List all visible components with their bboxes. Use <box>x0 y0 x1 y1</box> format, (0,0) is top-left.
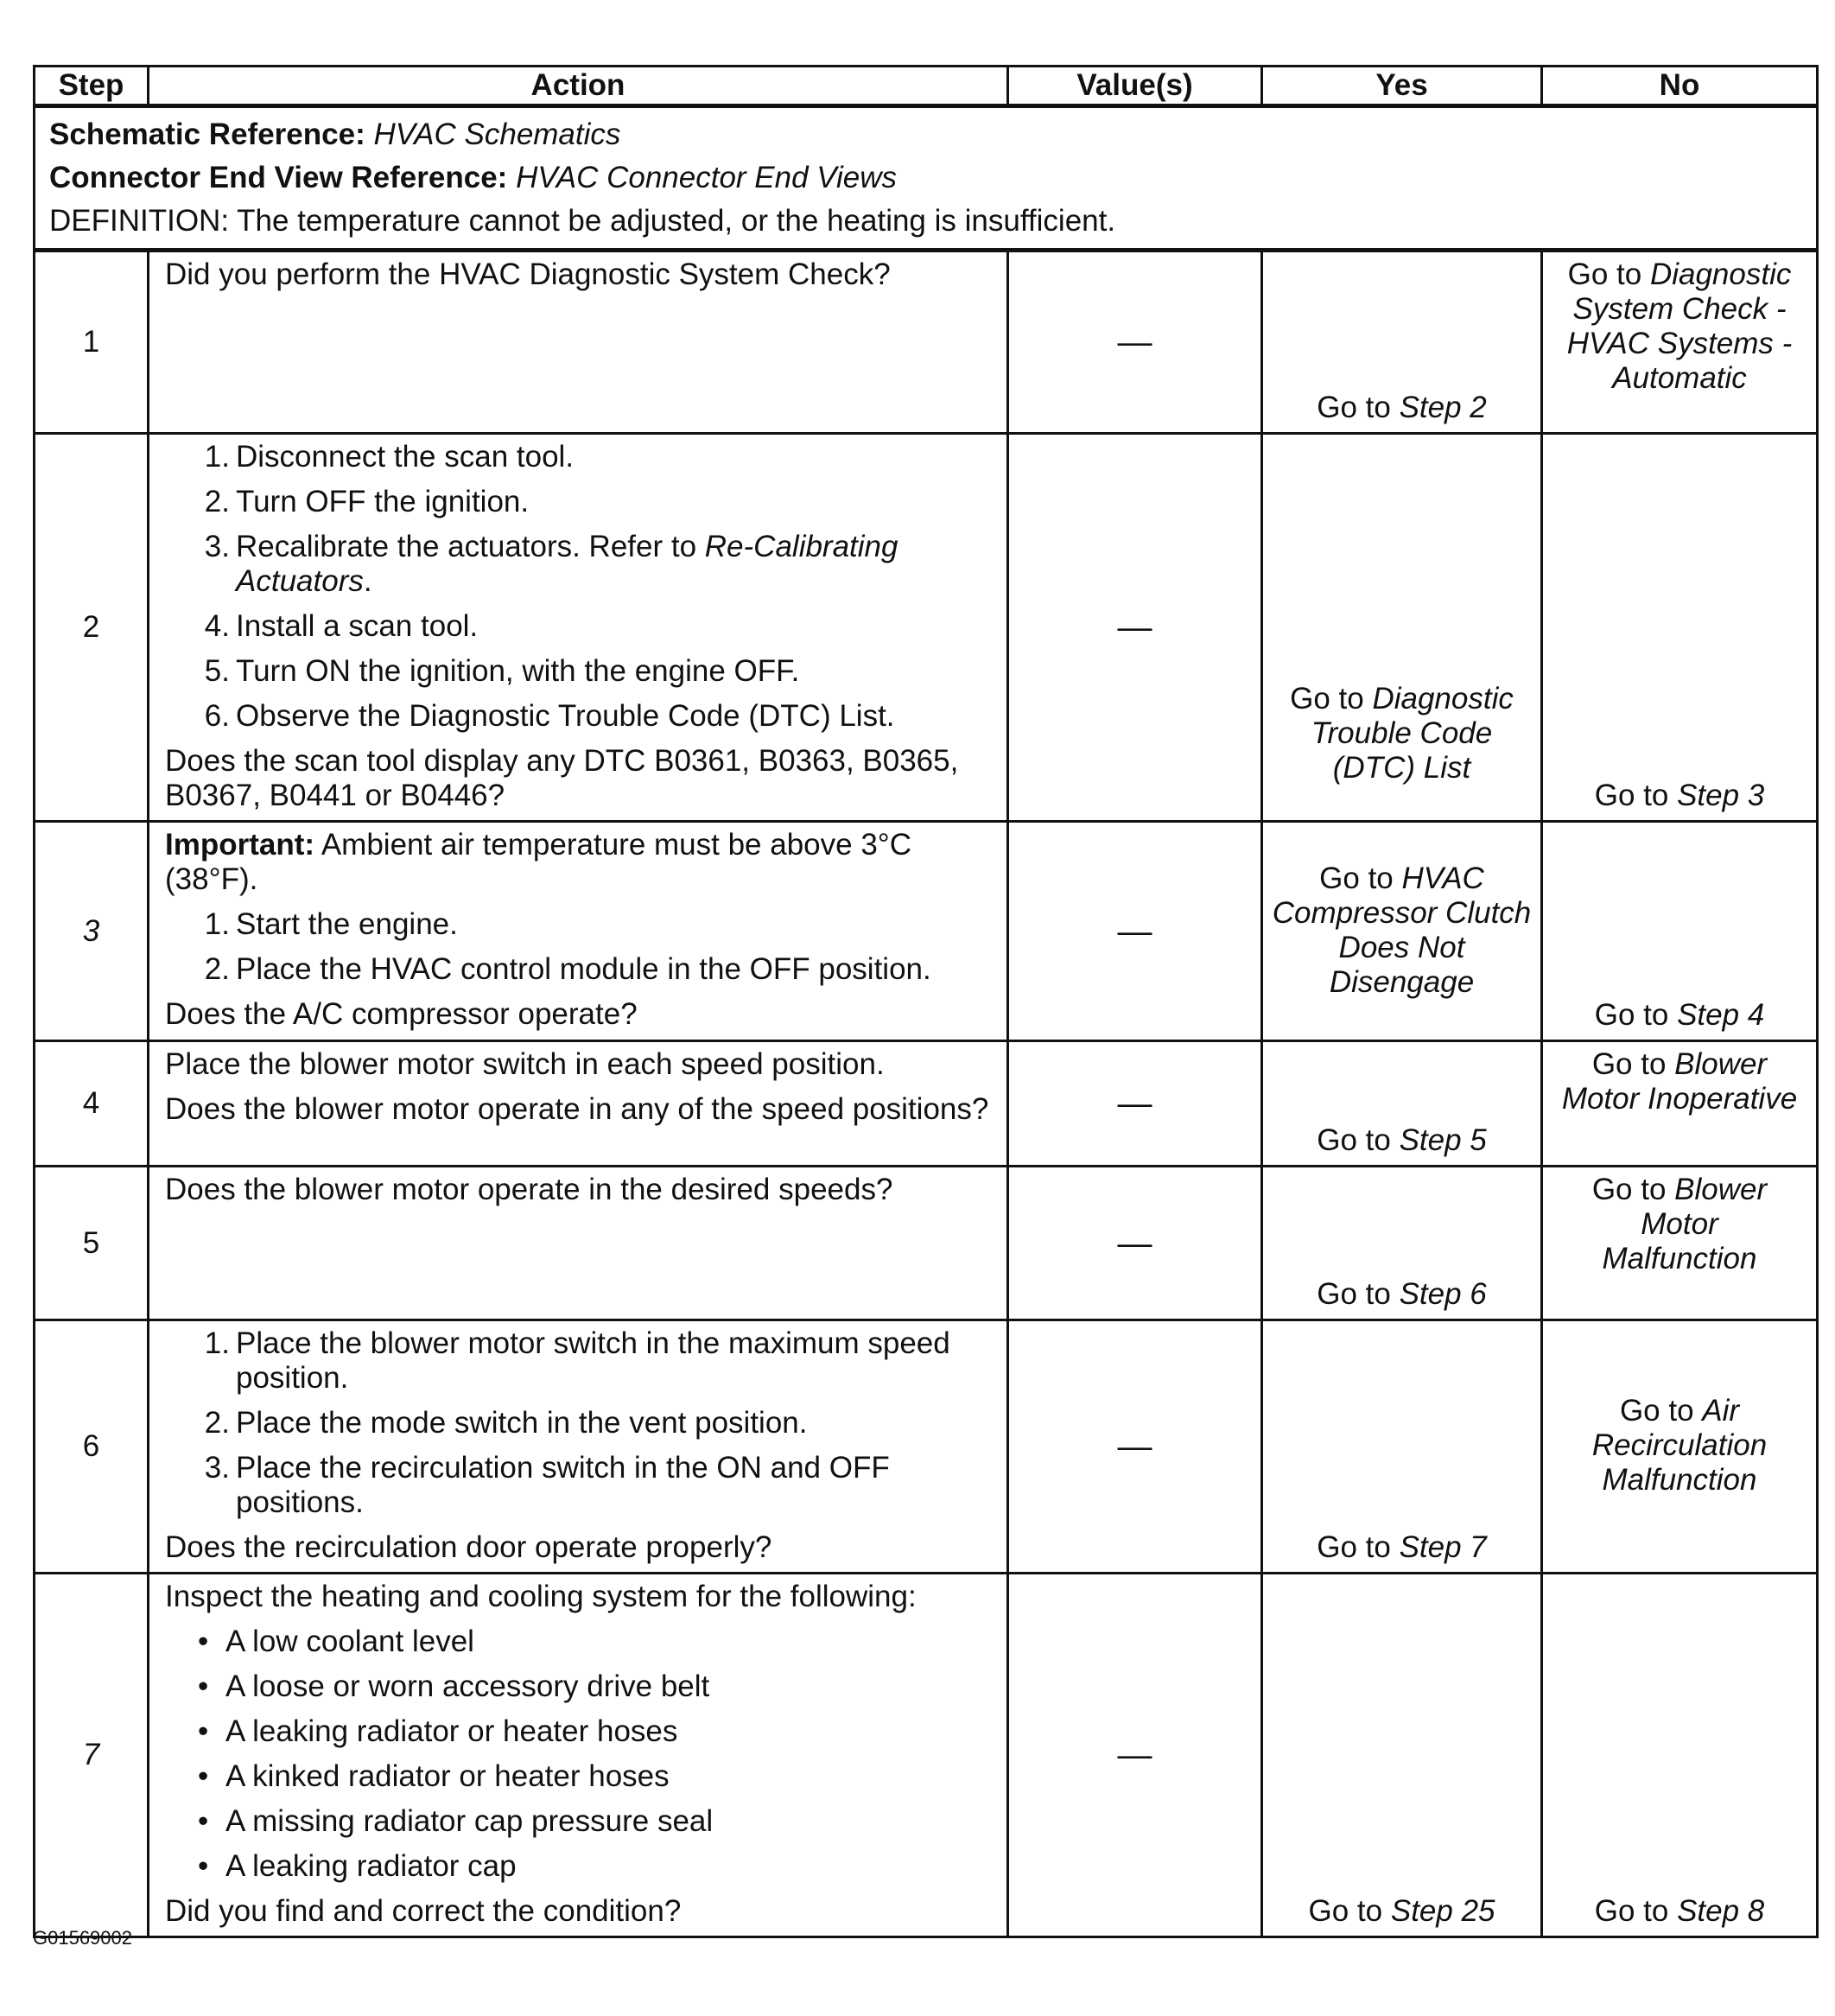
step-number: 2 <box>35 434 149 822</box>
no-cell <box>1542 1041 1818 1167</box>
yes-cell <box>1262 822 1542 1041</box>
yes-link[interactable]: Step 2 <box>1399 391 1487 424</box>
go-to-label: Go to <box>1567 258 1642 291</box>
action-cell <box>149 434 1008 822</box>
bullet-item: • A low coolant level <box>198 1625 474 1658</box>
reference-row <box>35 106 1818 251</box>
instruction-list <box>165 907 994 987</box>
figure-id: G01569002 <box>33 1927 132 1949</box>
go-to-label: Go to <box>1594 998 1669 1032</box>
header-row <box>35 67 1818 106</box>
no-link[interactable]: Diagnostic System Check - HVAC Systems - Automatic <box>1566 258 1793 395</box>
header-step: Step <box>35 67 149 106</box>
instruction-text: Place the blower motor switch in each speed position. <box>165 1047 885 1081</box>
yes-link[interactable]: Step 6 <box>1399 1277 1487 1311</box>
table-row <box>35 434 1818 822</box>
action-cell <box>149 1574 1008 1937</box>
value-cell: — <box>1008 434 1262 822</box>
instruction-list <box>165 1326 994 1520</box>
question-text: Does the A/C compressor operate? <box>165 997 638 1031</box>
bullet-list <box>165 1625 994 1884</box>
no-cell <box>1542 434 1818 822</box>
no-cell <box>1542 822 1818 1041</box>
schematic-reference-link[interactable]: HVAC Schematics <box>373 118 621 151</box>
value-cell: — <box>1008 1320 1262 1574</box>
question-text: Did you find and correct the condition? <box>165 1894 682 1928</box>
yes-link[interactable]: Step 5 <box>1399 1123 1487 1157</box>
header-yes: Yes <box>1262 67 1542 106</box>
no-cell <box>1542 251 1818 434</box>
go-to-label: Go to <box>1619 1394 1694 1428</box>
table-row <box>35 1167 1818 1320</box>
question-text: Did you perform the HVAC Diagnostic System Check? <box>165 258 891 291</box>
go-to-label: Go to <box>1591 1047 1667 1081</box>
no-link[interactable]: Step 3 <box>1677 779 1765 812</box>
no-link[interactable]: Blower Motor Inoperative <box>1561 1047 1798 1116</box>
yes-cell <box>1262 1320 1542 1574</box>
action-cell <box>149 822 1008 1041</box>
no-cell <box>1542 1167 1818 1320</box>
no-link[interactable]: Air Recirculation Malfunction <box>1591 1394 1768 1497</box>
step-number: 6 <box>35 1320 149 1574</box>
instruction-item: 3. Recalibrate the actuators. Refer to Re-Calibrating Actuators. <box>204 530 898 598</box>
value-cell: — <box>1008 1574 1262 1937</box>
no-cell <box>1542 1320 1818 1574</box>
go-to-label: Go to <box>1591 1173 1667 1206</box>
step-number: 7 <box>35 1574 149 1937</box>
instruction-item: 3. Place the recirculation switch in the ON and OFF positions. <box>204 1451 890 1519</box>
yes-link[interactable]: HVAC Compressor Clutch Does Not Disengage <box>1272 861 1532 999</box>
instruction-list <box>165 440 994 734</box>
table-row <box>35 1574 1818 1937</box>
schematic-reference-label: Schematic Reference: <box>49 118 365 151</box>
yes-link[interactable]: Step 7 <box>1399 1530 1487 1564</box>
go-to-label: Go to <box>1290 682 1364 715</box>
instruction-item: 4. Install a scan tool. <box>204 609 479 643</box>
step-number: 3 <box>35 822 149 1041</box>
question-text: Does the blower motor operate in any of the speed positions? <box>165 1092 989 1126</box>
important-note: Important: Ambient air temperature must be above 3°C (38°F). <box>165 828 912 896</box>
definition-text: DEFINITION: The temperature cannot be adjusted, or the heating is insufficient. <box>49 204 1116 238</box>
bullet-item: • A missing radiator cap pressure seal <box>198 1804 714 1838</box>
instruction-item: 1. Disconnect the scan tool. <box>204 440 575 474</box>
step-number: 1 <box>35 251 149 434</box>
yes-link[interactable]: Step 25 <box>1390 1894 1495 1928</box>
step-number: 4 <box>35 1041 149 1167</box>
reference-cell <box>35 106 1818 251</box>
no-link[interactable]: Blower Motor Malfunction <box>1602 1173 1768 1275</box>
value-cell: — <box>1008 1167 1262 1320</box>
instruction-item: 1. Place the blower motor switch in the maximum speed position. <box>204 1326 950 1395</box>
step-number: 5 <box>35 1167 149 1320</box>
instruction-text: Inspect the heating and cooling system for the following: <box>165 1580 917 1613</box>
action-cell <box>149 1041 1008 1167</box>
instruction-item: 6. Observe the Diagnostic Trouble Code (DTC) List. <box>204 699 895 733</box>
go-to-label: Go to <box>1317 391 1391 424</box>
diagnostic-table <box>33 65 1819 1938</box>
connector-reference <box>49 156 1804 200</box>
bullet-item: • A leaking radiator or heater hoses <box>198 1714 678 1748</box>
important-label: Important: <box>165 828 315 862</box>
no-cell <box>1542 1574 1818 1937</box>
go-to-label: Go to <box>1317 1123 1391 1157</box>
yes-cell <box>1262 434 1542 822</box>
action-cell <box>149 1320 1008 1574</box>
connector-reference-label: Connector End View Reference: <box>49 161 508 194</box>
header-no: No <box>1542 67 1818 106</box>
yes-link[interactable]: Diagnostic Trouble Code (DTC) List <box>1311 682 1514 785</box>
yes-cell <box>1262 1041 1542 1167</box>
action-cell <box>149 251 1008 434</box>
instruction-item: 2. Place the HVAC control module in the OFF position. <box>204 952 931 986</box>
table-row <box>35 822 1818 1041</box>
go-to-label: Go to <box>1317 1277 1391 1311</box>
go-to-label: Go to <box>1594 779 1669 812</box>
table-row <box>35 1041 1818 1167</box>
bullet-item: • A leaking radiator cap <box>198 1849 517 1883</box>
connector-reference-link[interactable]: HVAC Connector End Views <box>516 161 898 194</box>
schematic-reference <box>49 113 1804 156</box>
question-text: Does the recirculation door operate properly? <box>165 1530 772 1564</box>
go-to-label: Go to <box>1308 1894 1383 1928</box>
value-cell: — <box>1008 251 1262 434</box>
yes-cell <box>1262 251 1542 434</box>
instruction-item: 2. Turn OFF the ignition. <box>204 485 530 518</box>
question-text: Does the blower motor operate in the desired speeds? <box>165 1173 893 1206</box>
action-cell <box>149 1167 1008 1320</box>
question-text: Does the scan tool display any DTC B0361, B0363, B0365, B0367, B0441 or B0446? <box>165 744 959 812</box>
recalibrate-link[interactable]: Re-Calibrating Actuators <box>236 530 898 598</box>
go-to-label: Go to <box>1317 1530 1391 1564</box>
instruction-item: 2. Place the mode switch in the vent position. <box>204 1406 808 1440</box>
header-action: Action <box>149 67 1008 106</box>
table-row <box>35 251 1818 434</box>
value-cell: — <box>1008 1041 1262 1167</box>
yes-cell <box>1262 1574 1542 1937</box>
bullet-item: • A loose or worn accessory drive belt <box>198 1669 710 1703</box>
no-link[interactable]: Step 4 <box>1677 998 1765 1032</box>
bullet-item: • A kinked radiator or heater hoses <box>198 1759 670 1793</box>
yes-cell <box>1262 1167 1542 1320</box>
table-row <box>35 1320 1818 1574</box>
instruction-item: 5. Turn ON the ignition, with the engine OFF. <box>204 654 800 688</box>
go-to-label: Go to <box>1319 861 1394 895</box>
no-link[interactable]: Step 8 <box>1677 1894 1765 1928</box>
instruction-item: 1. Start the engine. <box>204 907 458 941</box>
value-cell: — <box>1008 822 1262 1041</box>
go-to-label: Go to <box>1594 1894 1669 1928</box>
header-values: Value(s) <box>1008 67 1262 106</box>
